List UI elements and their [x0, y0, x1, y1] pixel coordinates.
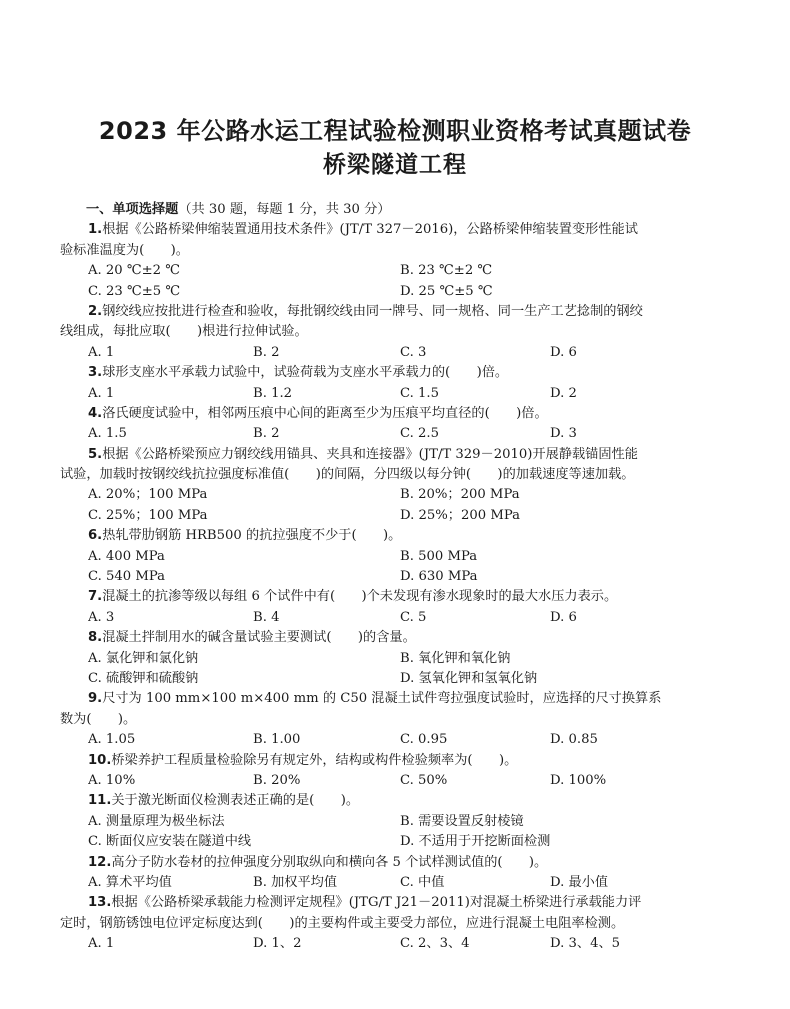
question-stem [88, 587, 738, 607]
exam-subject: 桥梁隧道工程 [323, 152, 467, 178]
answer-option: C. 2、3、4 [400, 936, 470, 952]
option-row [88, 649, 738, 669]
answer-option: B. 4 [253, 609, 280, 625]
answer-option: C. 25%；100 MPa [88, 507, 208, 523]
section-note: （共 30 题，每题 1 分，共 30 分） [178, 202, 391, 217]
answer-option: B. 1.00 [253, 732, 301, 748]
option-row [88, 771, 738, 791]
option-row [88, 485, 738, 505]
exam-title: 2023 年公路水运工程试验检测职业资格考试真题试卷 [98, 117, 692, 145]
question-number: 4. [88, 405, 103, 421]
question-text: 混凝土的抗渗等级以每组 6 个试件中有( )个未发现有渗水现象时的最大水压力表示。 [102, 589, 618, 605]
option-row [88, 343, 738, 363]
answer-option: B. 20%；200 MPa [400, 487, 520, 503]
answer-option: D. 氢氧化钾和氢氧化钠 [400, 670, 538, 686]
question-number: 13. [88, 895, 112, 911]
answer-option: A. 1 [88, 385, 115, 401]
option-row [88, 812, 738, 832]
answer-option: C. 3 [400, 344, 427, 360]
answer-option: B. 加权平均值 [253, 874, 338, 890]
answer-option: D. 6 [550, 609, 577, 625]
option-row [88, 261, 738, 281]
question-text: 关于激光断面仪检测表述正确的是( )。 [111, 793, 360, 809]
question-number: 6. [88, 528, 103, 544]
question-stem [88, 751, 738, 771]
question-text: 混凝土拌制用水的碱含量试验主要测试( )的含量。 [102, 630, 416, 646]
answer-option: C. 50% [400, 772, 448, 788]
answer-option: D. 最小值 [550, 874, 609, 890]
answer-option: B. 500 MPa [400, 548, 478, 564]
option-row [88, 934, 738, 954]
question-stem-continued [60, 241, 738, 261]
answer-option: A. 20 ℃±2 ℃ [88, 263, 181, 279]
question-text: 线组成，每批应取( )根进行拉伸试验。 [60, 324, 308, 340]
answer-option: C. 0.95 [400, 732, 448, 748]
question-stem [88, 689, 738, 709]
answer-option: C. 1.5 [400, 385, 439, 401]
question-stem-continued [60, 465, 738, 485]
answer-option: A. 1.5 [88, 426, 127, 442]
question-stem-continued [60, 322, 738, 342]
question-number: 1. [88, 222, 103, 238]
question-number: 10. [88, 752, 112, 768]
option-row [88, 730, 738, 750]
question-item [88, 791, 738, 852]
question-item [60, 302, 738, 363]
answer-option: A. 20%；100 MPa [88, 487, 208, 503]
question-item [60, 893, 738, 954]
question-text: 验标准温度为( )。 [60, 242, 189, 258]
question-item [88, 628, 738, 689]
question-stem [88, 302, 738, 322]
option-row [88, 567, 738, 587]
answer-option: A. 1.05 [88, 732, 136, 748]
answer-option: A. 1 [88, 936, 115, 952]
question-text: 数为( )。 [60, 711, 137, 727]
option-row [88, 506, 738, 526]
question-stem [88, 445, 738, 465]
question-text: 根据《公路桥梁预应力钢绞线用锚具、夹具和连接器》(JT/T 329－2010)开展静载锚固性能 [102, 446, 638, 462]
question-text: 根据《公路桥梁伸缩装置通用技术条件》(JT/T 327－2016)，公路桥梁伸缩装置变形性能试 [102, 222, 638, 238]
option-row [88, 832, 738, 852]
answer-option: D. 3 [550, 426, 577, 442]
question-text: 热轧带肋钢筋 HRB500 的抗拉强度不少于( )。 [102, 528, 402, 544]
question-item [88, 404, 738, 445]
question-stem-continued [60, 914, 738, 934]
question-text: 根据《公路桥梁承载能力检测评定规程》(JTG/T J21－2011)对混凝土桥梁进行承载能力评 [111, 895, 642, 911]
section-title: 一、单项选择题 [86, 202, 179, 217]
question-stem [88, 220, 738, 240]
option-row [88, 384, 738, 404]
answer-option: C. 2.5 [400, 426, 439, 442]
answer-option: B. 需要设置反射棱镜 [400, 813, 524, 829]
answer-option: C. 23 ℃±5 ℃ [88, 283, 181, 299]
answer-option: D. 2 [550, 385, 577, 401]
question-item [88, 751, 738, 792]
answer-option: C. 5 [400, 609, 427, 625]
question-item [88, 587, 738, 628]
option-row [88, 424, 738, 444]
answer-option: B. 2 [253, 426, 280, 442]
question-list [60, 200, 738, 954]
answer-option: D. 0.85 [550, 732, 598, 748]
question-stem [88, 526, 738, 546]
question-item [60, 445, 738, 527]
question-number: 5. [88, 446, 103, 462]
question-number: 7. [88, 589, 103, 605]
question-text: 定时，钢筋锈蚀电位评定标度达到( )的主要构件或主要受力部位，应进行混凝土电阻率检测。 [60, 915, 625, 931]
question-text: 球形支座水平承载力试验中，试验荷载为支座水平承载力的( )倍。 [102, 365, 509, 381]
question-stem [88, 853, 738, 873]
question-item [88, 526, 738, 587]
answer-option: D. 6 [550, 344, 577, 360]
question-stem [88, 791, 738, 811]
question-number: 9. [88, 691, 103, 707]
answer-option: A. 3 [88, 609, 115, 625]
question-stem [88, 404, 738, 424]
answer-option: D. 100% [550, 772, 607, 788]
answer-option: B. 20% [253, 772, 301, 788]
answer-option: B. 氧化钾和氧化钠 [400, 650, 511, 666]
answer-option: B. 23 ℃±2 ℃ [400, 263, 493, 279]
question-stem [88, 628, 738, 648]
question-item [60, 220, 738, 302]
question-number: 2. [88, 303, 103, 319]
option-row [88, 547, 738, 567]
answer-option: A. 算术平均值 [88, 874, 172, 890]
question-text: 桥梁养护工程质量检验除另有规定外，结构或构件检验频率为( )。 [111, 752, 518, 768]
answer-option: A. 10% [88, 772, 136, 788]
question-text: 洛氏硬度试验中，相邻两压痕中心间的距离至少为压痕平均直径的( )倍。 [102, 405, 548, 421]
answer-option: A. 测量原理为极坐标法 [88, 813, 225, 829]
question-number: 3. [88, 365, 103, 381]
option-row [88, 282, 738, 302]
question-number: 8. [88, 630, 103, 646]
answer-option: C. 中值 [400, 874, 445, 890]
question-text: 尺寸为 100 mm×100 m×400 mm 的 C50 混凝土试件弯拉强度试验时，应选择的尺寸换算系 [102, 691, 662, 707]
question-item [88, 853, 738, 894]
answer-option: D. 不适用于开挖断面检测 [400, 834, 551, 850]
question-stem [88, 893, 738, 913]
answer-option: D. 1、2 [253, 936, 302, 952]
question-text: 高分子防水卷材的拉伸强度分别取纵向和横向各 5 个试样测试值的( )。 [111, 854, 548, 870]
question-text: 钢绞线应按批进行检查和验收，每批钢绞线由同一牌号、同一规格、同一生产工艺捻制的钢绞 [102, 303, 643, 319]
question-stem-continued [60, 710, 738, 730]
answer-option: C. 硫酸钾和硫酸钠 [88, 670, 199, 686]
answer-option: D. 25%；200 MPa [400, 507, 520, 523]
question-number: 12. [88, 854, 112, 870]
answer-option: A. 400 MPa [88, 548, 165, 564]
answer-option: B. 1.2 [253, 385, 293, 401]
question-item [88, 363, 738, 404]
option-row [88, 608, 738, 628]
question-item [60, 689, 738, 750]
answer-option: B. 2 [253, 344, 280, 360]
answer-option: C. 540 MPa [88, 569, 166, 585]
option-row [88, 873, 738, 893]
answer-option: A. 氯化钾和氯化钠 [88, 650, 199, 666]
question-text: 试验，加载时按钢绞线抗拉强度标准值( )的间隔，分四级以每分钟( )的加载速度等速加载。 [60, 467, 635, 483]
question-number: 11. [88, 793, 112, 809]
answer-option: C. 断面仪应安装在隧道中线 [88, 834, 252, 850]
answer-option: D. 630 MPa [400, 569, 478, 585]
answer-option: A. 1 [88, 344, 115, 360]
question-stem [88, 363, 738, 383]
answer-option: D. 3、4、5 [550, 936, 621, 952]
option-row [88, 669, 738, 689]
answer-option: D. 25 ℃±5 ℃ [400, 283, 493, 299]
section-heading [86, 200, 738, 220]
